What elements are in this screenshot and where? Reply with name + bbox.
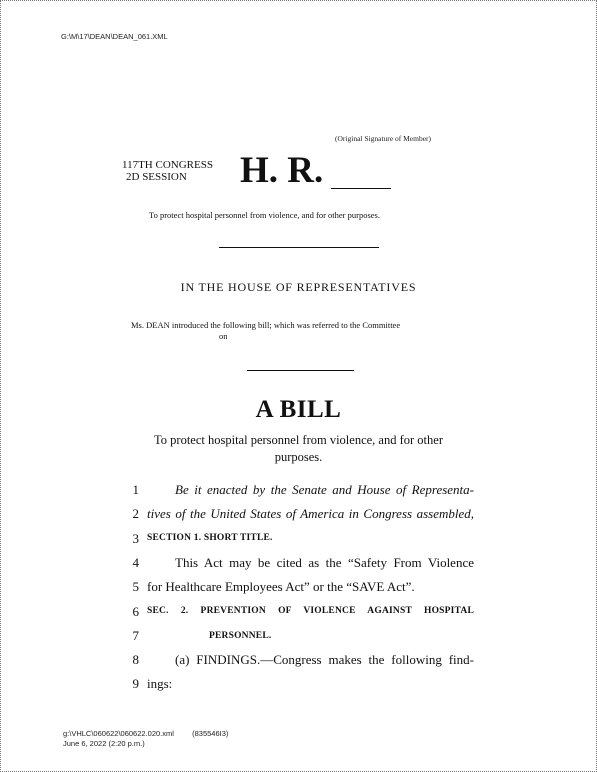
short-title-line-2: for Healthcare Employees Act” or the “SAVE Act”. — [147, 579, 415, 594]
section-2-heading: SEC. 2. PREVENTION OF VIOLENCE AGAINST HOSPITAL — [147, 606, 474, 616]
congress-number: 117TH CONGRESS — [122, 159, 213, 171]
divider-top — [219, 247, 379, 248]
short-title-line-1: This Act may be cited as the “Safety From Violence — [175, 555, 474, 570]
enacting-clause-line-1: Be it enacted by the Senate and House of Representa- — [175, 482, 474, 497]
bill-prefix: H. R. — [240, 150, 324, 191]
long-purpose — [1, 432, 596, 466]
findings-line-1: (a) FINDINGS.—Congress makes the following find- — [175, 652, 474, 667]
long-purpose-line-1: To protect hospital personnel from violence, and for other — [154, 433, 443, 447]
introduced-block — [131, 320, 400, 342]
line-number: 2 — [132, 506, 139, 521]
file-path: G:\M\17\DEAN\DEAN_061.XML — [61, 32, 168, 41]
introduced-line-1: Ms. DEAN introduced the following bill; which was referred to the Committee — [131, 320, 401, 330]
line-number: 1 — [132, 482, 139, 497]
line-number: 4 — [132, 555, 139, 570]
introduced-line-2: on — [219, 331, 228, 341]
line-number: 3 — [132, 531, 139, 546]
footer-file-ref: g:\VHLC\060622\060622.020.xml — [63, 729, 174, 738]
bill-title: A BILL — [255, 396, 342, 423]
session-number: 2D SESSION — [126, 171, 187, 183]
footer-block — [63, 729, 228, 749]
line-number: 5 — [132, 579, 139, 594]
short-purpose: To protect hospital personnel from violence, and for other purposes. — [149, 210, 380, 220]
enacting-clause-line-2: tives of the United States of America in Congress assembled, — [147, 506, 474, 521]
findings-line-2: ings: — [147, 676, 173, 691]
long-purpose-line-2: purposes. — [274, 450, 323, 464]
footer-doc-id: (835546I3) — [192, 729, 229, 738]
divider-middle — [247, 370, 354, 371]
section-2-heading-cont: PERSONNEL. — [209, 631, 272, 641]
line-number: 7 — [132, 628, 139, 643]
chamber-heading: IN THE HOUSE OF REPRESENTATIVES — [180, 280, 417, 294]
line-number: 8 — [132, 652, 139, 667]
congress-session-block — [122, 159, 213, 183]
footer-date: June 6, 2022 (2:20 p.m.) — [63, 739, 145, 748]
signature-note: (Original Signature of Member) — [335, 134, 432, 143]
line-number: 9 — [132, 676, 139, 691]
section-1-heading: SECTION 1. SHORT TITLE. — [147, 533, 273, 543]
bill-number-line — [331, 188, 391, 189]
line-number: 6 — [132, 604, 139, 619]
